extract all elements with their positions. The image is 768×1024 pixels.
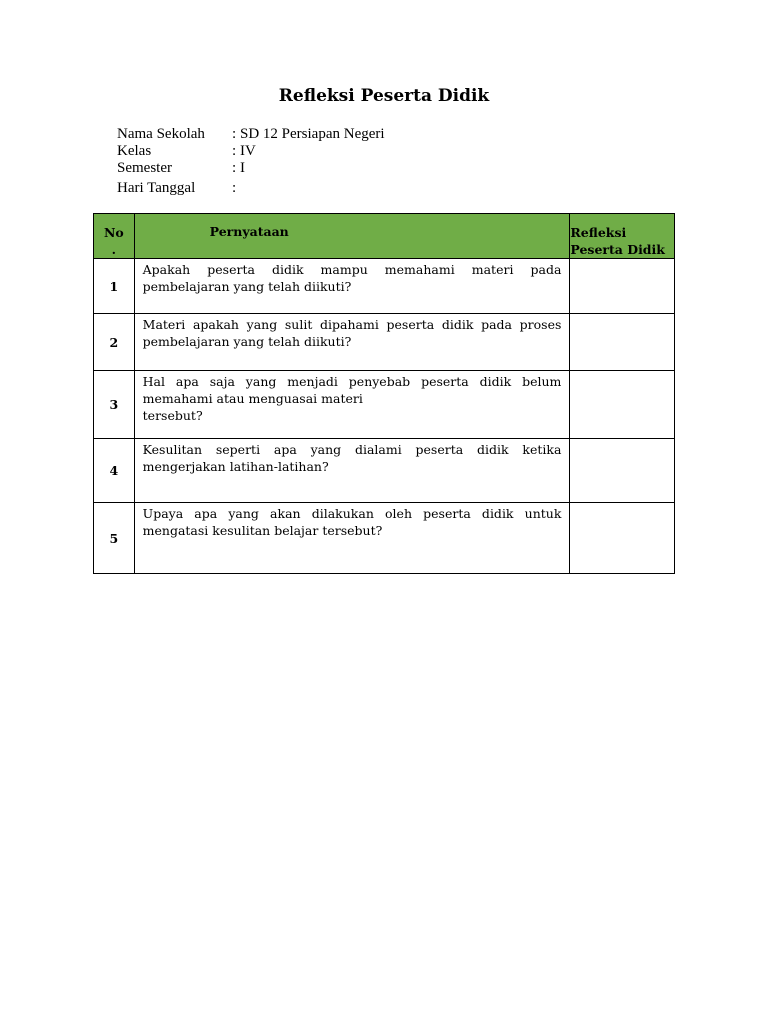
table-row bbox=[94, 439, 675, 503]
row-number: 4 bbox=[94, 439, 135, 503]
header-reflection-line2: Peserta Didik bbox=[570, 242, 665, 257]
info-label: Hari Tanggal bbox=[117, 180, 196, 196]
header-statement: Pernyataan bbox=[134, 214, 570, 259]
table-row bbox=[94, 314, 675, 371]
info-row-semester bbox=[117, 160, 385, 177]
table-row bbox=[94, 259, 675, 314]
info-colon: : bbox=[232, 143, 237, 159]
statement-text: Apakah peserta didik mampu memahami materi pada pembelajaran yang telah diikuti? bbox=[142, 262, 562, 294]
reflection-cell[interactable] bbox=[570, 314, 675, 371]
statement-cell bbox=[134, 314, 570, 371]
header-no-dot: . bbox=[111, 242, 116, 257]
info-colon: : bbox=[232, 126, 237, 142]
reflection-cell[interactable] bbox=[570, 503, 675, 574]
header-reflection bbox=[570, 214, 675, 259]
info-block bbox=[117, 126, 385, 197]
statement-text: tersebut? bbox=[142, 408, 203, 423]
table-row bbox=[94, 371, 675, 439]
info-label: Kelas bbox=[117, 143, 152, 159]
info-label: Semester bbox=[117, 160, 172, 176]
table-header-row bbox=[94, 214, 675, 259]
info-value: IV bbox=[240, 143, 256, 159]
statement-cell bbox=[134, 259, 570, 314]
reflection-cell[interactable] bbox=[570, 439, 675, 503]
reflection-cell[interactable] bbox=[570, 371, 675, 439]
info-row-date bbox=[117, 180, 385, 197]
info-colon: : bbox=[232, 160, 237, 176]
statement-cell bbox=[134, 503, 570, 574]
header-no bbox=[94, 214, 135, 259]
info-row-class bbox=[117, 143, 385, 160]
info-value: SD 12 Persiapan Negeri bbox=[240, 126, 385, 142]
info-colon: : bbox=[232, 180, 237, 196]
statement-text: Kesulitan seperti apa yang dialami peserta didik ketika mengerjakan latihan-latihan? bbox=[142, 442, 562, 474]
row-number: 2 bbox=[94, 314, 135, 371]
statement-cell bbox=[134, 439, 570, 503]
table-row bbox=[94, 503, 675, 574]
info-value: I bbox=[240, 160, 245, 176]
reflection-table bbox=[93, 213, 675, 574]
row-number: 3 bbox=[94, 371, 135, 439]
header-no-text: No bbox=[103, 225, 124, 240]
info-label: Nama Sekolah bbox=[117, 126, 205, 142]
statement-text: Hal apa saja yang menjadi penyebab peserta didik belum memahami atau menguasai materi bbox=[142, 374, 562, 406]
row-number: 1 bbox=[94, 259, 135, 314]
row-number: 5 bbox=[94, 503, 135, 574]
statement-cell bbox=[134, 371, 570, 439]
statement-text: Upaya apa yang akan dilakukan oleh peserta didik untuk mengatasi kesulitan belajar tersebut? bbox=[142, 506, 562, 538]
reflection-cell[interactable] bbox=[570, 259, 675, 314]
header-reflection-line1: Refleksi bbox=[570, 225, 627, 240]
document-title: Refleksi Peserta Didik bbox=[278, 86, 490, 106]
info-row-school bbox=[117, 126, 385, 143]
statement-text: Materi apakah yang sulit dipahami peserta didik pada proses pembelajaran yang telah diikuti? bbox=[142, 317, 562, 349]
